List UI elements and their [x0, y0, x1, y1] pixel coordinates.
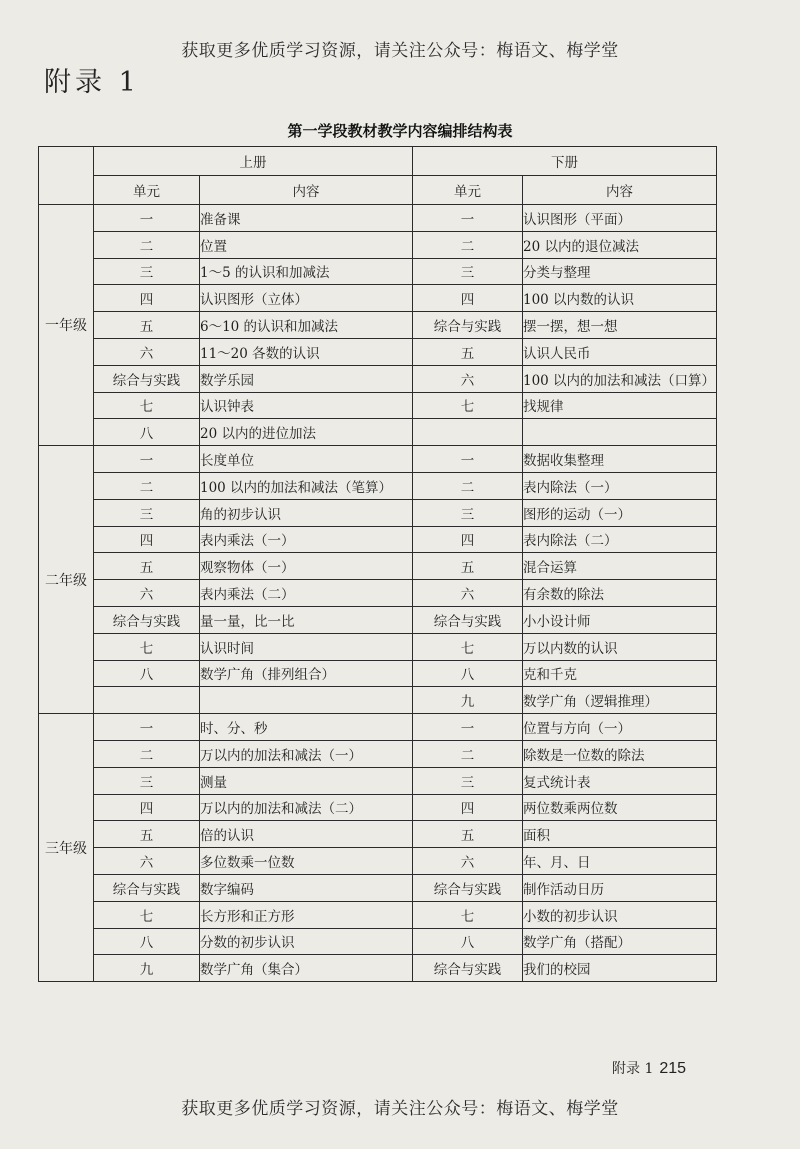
unit-lower-cell: 八 — [413, 660, 523, 687]
content-upper-cell — [200, 687, 413, 714]
unit-lower-cell: 四 — [413, 794, 523, 821]
unit-lower-cell: 四 — [413, 526, 523, 553]
unit-lower-cell: 六 — [413, 848, 523, 875]
content-lower-cell — [523, 419, 717, 446]
unit-upper-cell: 八 — [94, 660, 200, 687]
table-row — [39, 499, 717, 526]
table-row — [39, 874, 717, 901]
table-row — [39, 660, 717, 687]
content-lower-cell: 100 以内数的认识 — [523, 285, 717, 312]
header-unit-lower: 单元 — [413, 176, 523, 205]
table-row — [39, 205, 717, 232]
header-row-columns — [39, 176, 717, 205]
unit-upper-cell: 四 — [94, 794, 200, 821]
content-upper-cell: 1～5 的认识和加减法 — [200, 258, 413, 285]
content-upper-cell: 认识钟表 — [200, 392, 413, 419]
grade-label: 一年级 — [39, 205, 94, 446]
table-body — [39, 205, 717, 982]
unit-lower-cell: 一 — [413, 446, 523, 473]
unit-lower-cell: 六 — [413, 365, 523, 392]
unit-upper-cell: 六 — [94, 338, 200, 365]
table-row — [39, 419, 717, 446]
unit-lower-cell: 九 — [413, 687, 523, 714]
content-lower-cell: 年、月、日 — [523, 848, 717, 875]
grade-label: 三年级 — [39, 714, 94, 982]
table-row — [39, 740, 717, 767]
unit-lower-cell: 综合与实践 — [413, 874, 523, 901]
unit-lower-cell: 七 — [413, 392, 523, 419]
page-number: 215 — [659, 1060, 687, 1077]
content-upper-cell: 多位数乘一位数 — [200, 848, 413, 875]
content-upper-cell: 长方形和正方形 — [200, 901, 413, 928]
table-row — [39, 633, 717, 660]
content-lower-cell: 数学广角（逻辑推理） — [523, 687, 717, 714]
unit-lower-cell: 五 — [413, 553, 523, 580]
content-lower-cell: 摆一摆，想一想 — [523, 312, 717, 339]
table-row — [39, 258, 717, 285]
content-lower-cell: 数学广角（搭配） — [523, 928, 717, 955]
content-lower-cell: 20 以内的退位减法 — [523, 231, 717, 258]
table-row — [39, 606, 717, 633]
content-lower-cell: 图形的运动（一） — [523, 499, 717, 526]
unit-upper-cell: 五 — [94, 312, 200, 339]
unit-lower-cell: 一 — [413, 714, 523, 741]
content-upper-cell: 表内乘法（二） — [200, 580, 413, 607]
table-row — [39, 285, 717, 312]
content-lower-cell: 混合运算 — [523, 553, 717, 580]
footer-label: 附录 1 — [612, 1061, 654, 1077]
unit-upper-cell: 综合与实践 — [94, 874, 200, 901]
content-upper-cell: 观察物体（一） — [200, 553, 413, 580]
page-footer — [612, 1058, 686, 1078]
unit-lower-cell: 二 — [413, 231, 523, 258]
unit-lower-cell: 二 — [413, 740, 523, 767]
unit-lower-cell: 五 — [413, 338, 523, 365]
unit-lower-cell: 三 — [413, 767, 523, 794]
table-row — [39, 365, 717, 392]
unit-upper-cell: 七 — [94, 633, 200, 660]
content-lower-cell: 认识图形（平面） — [523, 205, 717, 232]
content-upper-cell: 数学广角（排列组合） — [200, 660, 413, 687]
unit-upper-cell: 二 — [94, 472, 200, 499]
unit-upper-cell: 七 — [94, 901, 200, 928]
unit-lower-cell: 综合与实践 — [413, 955, 523, 982]
table-row — [39, 580, 717, 607]
content-upper-cell: 数学乐园 — [200, 365, 413, 392]
content-lower-cell: 有余数的除法 — [523, 580, 717, 607]
header-content-lower: 内容 — [523, 176, 717, 205]
header-row-volume — [39, 147, 717, 176]
watermark-bottom: 获取更多优质学习资源，请关注公众号：梅语文、梅学堂 — [181, 1099, 619, 1119]
content-lower-cell: 认识人民币 — [523, 338, 717, 365]
unit-upper-cell: 三 — [94, 258, 200, 285]
unit-upper-cell: 五 — [94, 553, 200, 580]
unit-upper-cell: 综合与实践 — [94, 606, 200, 633]
table-row — [39, 687, 717, 714]
table-row — [39, 231, 717, 258]
unit-lower-cell: 三 — [413, 258, 523, 285]
content-upper-cell: 量一量，比一比 — [200, 606, 413, 633]
content-upper-cell: 认识时间 — [200, 633, 413, 660]
header-unit-upper: 单元 — [94, 176, 200, 205]
unit-lower-cell: 四 — [413, 285, 523, 312]
content-upper-cell: 6～10 的认识和加减法 — [200, 312, 413, 339]
content-upper-cell: 准备课 — [200, 205, 413, 232]
table-row — [39, 794, 717, 821]
unit-lower-cell: 七 — [413, 901, 523, 928]
table-row — [39, 901, 717, 928]
content-lower-cell: 小数的初步认识 — [523, 901, 717, 928]
unit-upper-cell: 二 — [94, 740, 200, 767]
table-row — [39, 392, 717, 419]
header-content-upper: 内容 — [200, 176, 413, 205]
table-title: 第一学段教材教学内容编排结构表 — [287, 122, 513, 140]
unit-upper-cell: 三 — [94, 499, 200, 526]
unit-upper-cell: 三 — [94, 767, 200, 794]
content-upper-cell: 位置 — [200, 231, 413, 258]
table-row — [39, 848, 717, 875]
table-row — [39, 472, 717, 499]
content-upper-cell: 时、分、秒 — [200, 714, 413, 741]
unit-upper-cell: 一 — [94, 446, 200, 473]
unit-upper-cell: 七 — [94, 392, 200, 419]
content-lower-cell: 克和千克 — [523, 660, 717, 687]
content-lower-cell: 小小设计师 — [523, 606, 717, 633]
content-lower-cell: 数据收集整理 — [523, 446, 717, 473]
table-row — [39, 928, 717, 955]
content-upper-cell: 数字编码 — [200, 874, 413, 901]
table-row — [39, 446, 717, 473]
unit-upper-cell: 四 — [94, 526, 200, 553]
content-upper-cell: 万以内的加法和减法（一） — [200, 740, 413, 767]
content-lower-cell: 制作活动日历 — [523, 874, 717, 901]
unit-upper-cell: 综合与实践 — [94, 365, 200, 392]
table-row — [39, 955, 717, 982]
content-lower-cell: 两位数乘两位数 — [523, 794, 717, 821]
content-lower-cell: 表内除法（一） — [523, 472, 717, 499]
unit-lower-cell: 综合与实践 — [413, 312, 523, 339]
content-lower-cell: 分类与整理 — [523, 258, 717, 285]
content-lower-cell: 表内除法（二） — [523, 526, 717, 553]
content-upper-cell: 分数的初步认识 — [200, 928, 413, 955]
table-row — [39, 821, 717, 848]
unit-lower-cell: 六 — [413, 580, 523, 607]
unit-upper-cell: 九 — [94, 955, 200, 982]
unit-upper-cell: 八 — [94, 928, 200, 955]
content-lower-cell: 我们的校园 — [523, 955, 717, 982]
content-upper-cell: 测量 — [200, 767, 413, 794]
unit-lower-cell: 二 — [413, 472, 523, 499]
content-upper-cell: 表内乘法（一） — [200, 526, 413, 553]
corner-cell — [39, 147, 94, 205]
content-upper-cell: 角的初步认识 — [200, 499, 413, 526]
content-lower-cell: 面积 — [523, 821, 717, 848]
unit-upper-cell: 六 — [94, 580, 200, 607]
unit-upper-cell: 八 — [94, 419, 200, 446]
table-row — [39, 767, 717, 794]
content-lower-cell: 找规律 — [523, 392, 717, 419]
content-lower-cell: 复式统计表 — [523, 767, 717, 794]
unit-lower-cell: 一 — [413, 205, 523, 232]
unit-lower-cell: 八 — [413, 928, 523, 955]
unit-upper-cell: 六 — [94, 848, 200, 875]
content-upper-cell: 万以内的加法和减法（二） — [200, 794, 413, 821]
unit-lower-cell: 七 — [413, 633, 523, 660]
unit-upper-cell — [94, 687, 200, 714]
content-lower-cell: 100 以内的加法和减法（口算） — [523, 365, 717, 392]
content-lower-cell: 位置与方向（一） — [523, 714, 717, 741]
unit-upper-cell: 五 — [94, 821, 200, 848]
grade-label: 二年级 — [39, 446, 94, 714]
table-row — [39, 553, 717, 580]
content-upper-cell: 倍的认识 — [200, 821, 413, 848]
unit-lower-cell: 三 — [413, 499, 523, 526]
unit-lower-cell — [413, 419, 523, 446]
appendix-title: 附录 1 — [44, 67, 140, 98]
unit-lower-cell: 综合与实践 — [413, 606, 523, 633]
unit-upper-cell: 二 — [94, 231, 200, 258]
table-row — [39, 526, 717, 553]
watermark-top: 获取更多优质学习资源，请关注公众号：梅语文、梅学堂 — [181, 41, 619, 61]
curriculum-table — [38, 146, 717, 982]
table-row — [39, 338, 717, 365]
content-upper-cell: 认识图形（立体） — [200, 285, 413, 312]
header-lower-volume: 下册 — [413, 147, 717, 176]
content-upper-cell: 20 以内的进位加法 — [200, 419, 413, 446]
header-upper-volume: 上册 — [94, 147, 413, 176]
content-upper-cell: 数学广角（集合） — [200, 955, 413, 982]
content-upper-cell: 100 以内的加法和减法（笔算） — [200, 472, 413, 499]
content-lower-cell: 万以内数的认识 — [523, 633, 717, 660]
unit-upper-cell: 四 — [94, 285, 200, 312]
unit-lower-cell: 五 — [413, 821, 523, 848]
unit-upper-cell: 一 — [94, 714, 200, 741]
content-upper-cell: 长度单位 — [200, 446, 413, 473]
content-lower-cell: 除数是一位数的除法 — [523, 740, 717, 767]
unit-upper-cell: 一 — [94, 205, 200, 232]
table-row — [39, 714, 717, 741]
table-row — [39, 312, 717, 339]
content-upper-cell: 11～20 各数的认识 — [200, 338, 413, 365]
